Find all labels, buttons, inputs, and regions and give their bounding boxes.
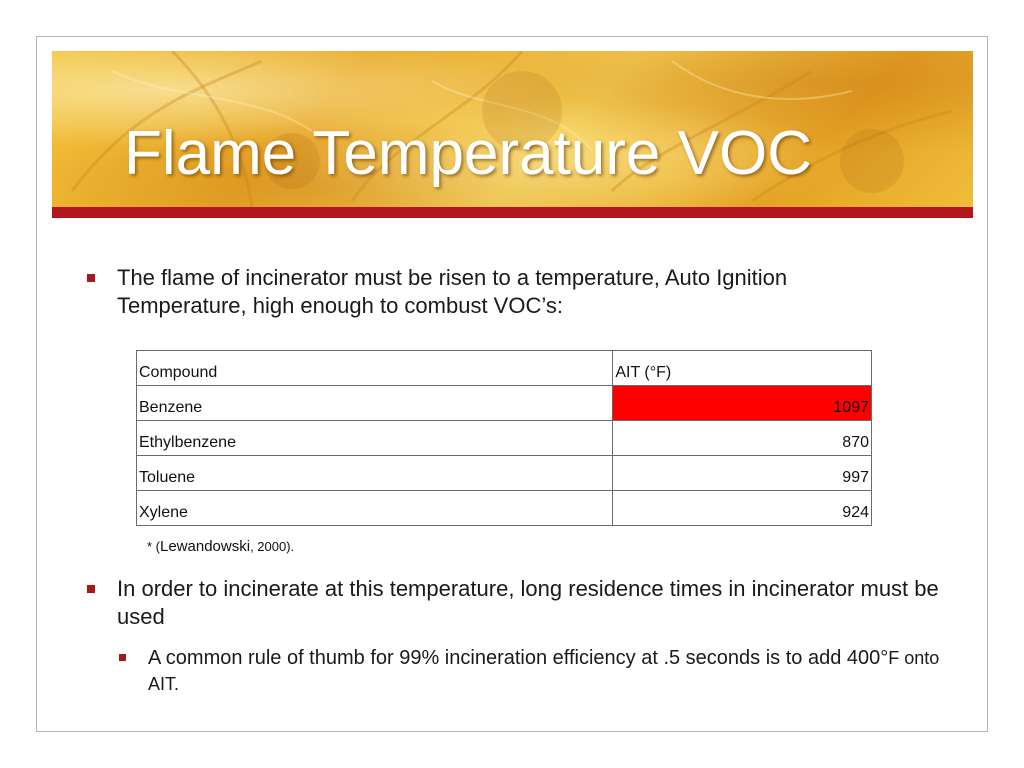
table-cell-compound: Ethylbenzene [137,421,613,456]
table-cell-ait: 924 [613,491,872,526]
sub-bullet-square-icon [119,654,126,661]
table-cell-ait: 997 [613,456,872,491]
table-header-ait: AIT (°F) [613,351,872,386]
table-cell-compound: Xylene [137,491,613,526]
table-row [137,456,872,491]
bullet-square-icon [87,274,95,282]
table-cell-compound: Benzene [137,386,613,421]
citation-prefix: * ( [147,539,160,554]
citation-suffix: , 2000). [250,539,295,554]
table-row [137,421,872,456]
table-cell-ait-highlighted: 1097 [613,386,872,421]
table-header-row [137,351,872,386]
table-header-compound: Compound [137,351,613,386]
table-cell-compound: Toluene [137,456,613,491]
sub-bullet-1-unit-text: F onto AIT. [148,648,940,694]
sub-bullet-1-text: A common rule of thumb for 99% incineration efficiency at .5 seconds is to add 400° [148,647,889,669]
bullet-square-icon [87,585,95,593]
bullet-1 [117,264,917,320]
slide-title: Flame Temperature VOC [124,119,812,188]
citation [147,538,294,555]
bullet-1-text: The flame of incinerator must be risen to a temperature, Auto Ignition Temperature, high enough to combust VOC’s: [117,265,788,318]
title-banner [52,51,973,207]
ait-table [136,350,872,526]
table-row [137,491,872,526]
bullet-2-text: In order to incinerate at this temperature, long residence times in incinerator must be used [117,576,939,629]
table-cell-ait: 870 [613,421,872,456]
bullet-2 [117,575,947,631]
citation-author: Lewandowski [160,538,251,555]
sub-bullet-1 [148,645,948,697]
title-underline-bar [52,207,973,218]
table-row [137,386,872,421]
